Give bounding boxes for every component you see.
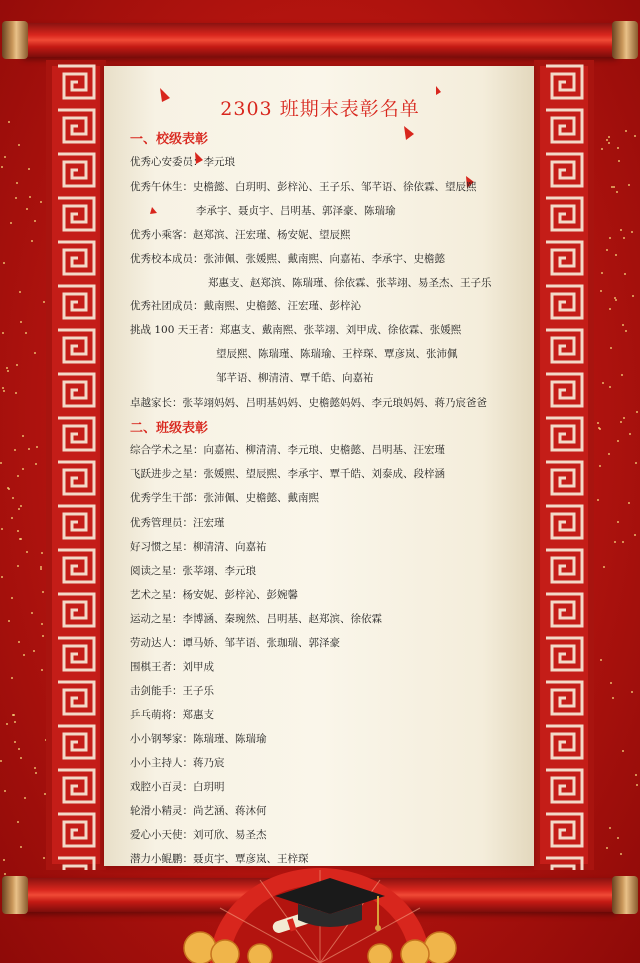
section-heading: 二、班级表彰 <box>130 421 209 436</box>
graduation-decoration <box>180 868 460 963</box>
award-line: 轮滑小精灵：尚艺涵、蒋沐何 <box>130 805 267 817</box>
award-line: 运动之星：李博涵、秦琬然、吕明基、赵郑滨、徐依霖 <box>130 613 382 625</box>
award-line: 优秀午休生：史檐懿、白玥明、彭梓沁、王子乐、邹芊语、徐依霖、望辰熙 <box>130 181 477 193</box>
award-line: 邹芊语、柳清清、覃千皓、向嘉祐 <box>216 372 374 384</box>
award-line: 挑战 100 天王者：郑惠支、戴南熙、张莘翊、刘甲成、徐依霖、张媛熙 <box>130 324 462 336</box>
award-line: 李承宇、聂贞宇、吕明基、郭泽豪、陈瑞瑜 <box>196 205 396 217</box>
award-line: 击剑能手：王子乐 <box>130 685 214 697</box>
award-line: 优秀社团成员：戴南熙、史檐懿、汪宏瑾、彭梓沁 <box>130 300 361 312</box>
award-line: 劳动达人：谭马娇、邹芊语、张珈瑞、郭泽豪 <box>130 637 340 649</box>
award-line: 潜力小鲲鹏：聂贞宇、覃彦岚、王梓琛 <box>130 853 309 865</box>
award-line: 郑惠支、赵郑滨、陈瑞瑾、徐依霖、张莘翊、易圣杰、王子乐 <box>208 277 492 289</box>
award-line: 阅读之星：张莘翊、李元琅 <box>130 565 256 577</box>
award-line: 艺术之星：杨安妮、彭梓沁、彭婉馨 <box>130 589 298 601</box>
award-line: 乒乓萌将：郑惠支 <box>130 709 214 721</box>
award-line: 小小主持人：蒋乃宸 <box>130 757 225 769</box>
award-line: 小小钢琴家：陈瑞瑾、陈瑞瑜 <box>130 733 267 745</box>
award-line: 望辰熙、陈瑞瑾、陈瑞瑜、王梓琛、覃彦岚、张沛佩 <box>216 348 458 360</box>
award-line: 爱心小天使：刘可欣、易圣杰 <box>130 829 267 841</box>
award-line: 优秀学生干部：张沛佩、史檐懿、戴南熙 <box>130 492 319 504</box>
section-heading: 一、校级表彰 <box>130 132 209 147</box>
award-line: 飞跃进步之星：张媛熙、望辰熙、李承宇、覃千皓、刘泰成、段梓涵 <box>130 468 445 480</box>
award-line: 优秀小乘客：赵郑滨、汪宏瑾、杨安妮、望辰熙 <box>130 229 351 241</box>
award-line: 卓越家长：张莘翊妈妈、吕明基妈妈、史檐懿妈妈、李元琅妈妈、蒋乃宸爸爸 <box>130 397 487 409</box>
award-line: 优秀心安委员：李元琅 <box>130 156 235 168</box>
award-line: 综合学术之星：向嘉祐、柳清清、李元琅、史檐懿、吕明基、汪宏瑾 <box>130 444 445 456</box>
award-line: 戏腔小百灵：白玥明 <box>130 781 225 793</box>
award-line: 好习惯之星：柳清清、向嘉祐 <box>130 541 267 553</box>
award-line: 优秀校本成员：张沛佩、张媛熙、戴南熙、向嘉祐、李承宇、史檐懿 <box>130 253 445 265</box>
award-line: 围棋王者：刘甲成 <box>130 661 214 673</box>
award-line: 优秀管理员：汪宏瑾 <box>130 517 225 529</box>
page-title: 2303 班期末表彰名单 <box>220 98 420 120</box>
